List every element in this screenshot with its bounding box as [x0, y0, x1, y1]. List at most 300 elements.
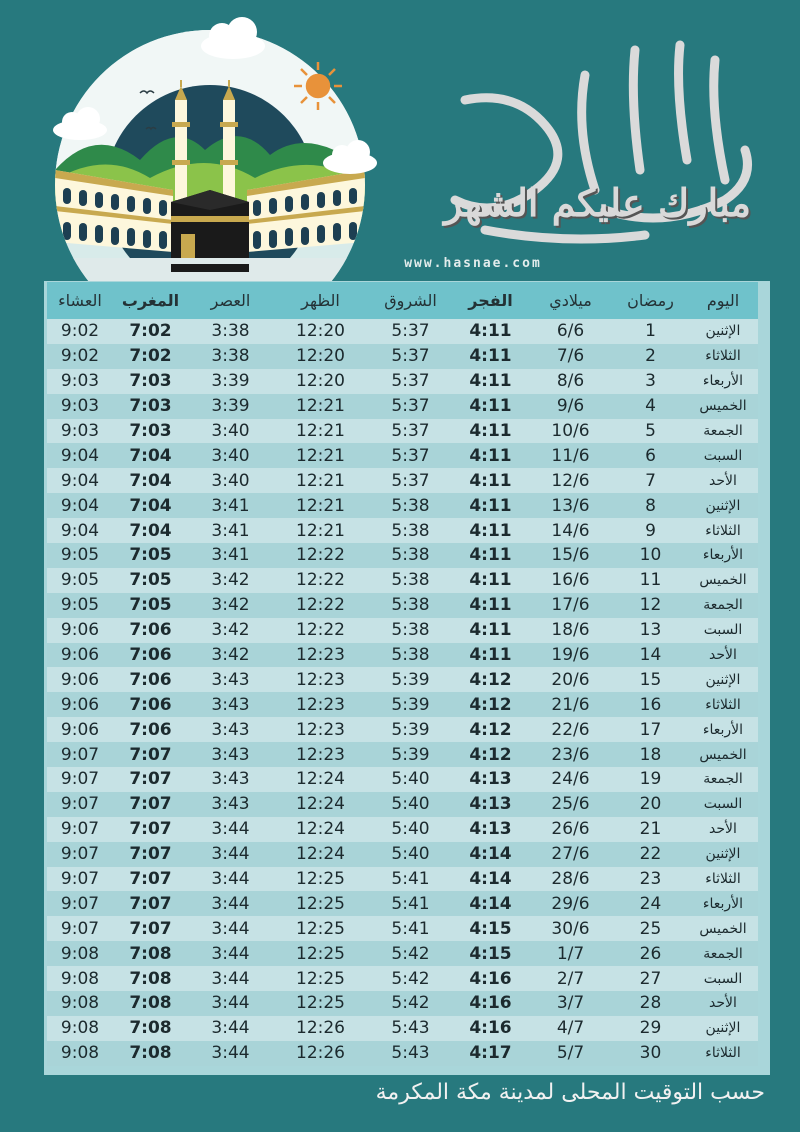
gregorian-date-cell: 19/6 — [528, 643, 613, 668]
gregorian-date-cell: 18/6 — [528, 618, 613, 643]
fajr-cell: 4:11 — [453, 568, 528, 593]
ramadan-day-cell: 26 — [613, 941, 688, 966]
greeting-text: مبارك عليكم الشهر — [443, 180, 752, 225]
day-cell: الأحد — [688, 817, 758, 842]
fajr-cell: 4:11 — [453, 369, 528, 394]
ramadan-day-cell: 16 — [613, 692, 688, 717]
isha-cell: 9:08 — [47, 1016, 113, 1041]
gregorian-date-cell: 22/6 — [528, 717, 613, 742]
table-row — [47, 369, 758, 394]
gregorian-date-cell: 6/6 — [528, 319, 613, 344]
maghrib-cell: 7:06 — [113, 667, 188, 692]
day-cell: الجمعة — [688, 593, 758, 618]
isha-cell: 9:05 — [47, 543, 113, 568]
table-row — [47, 593, 758, 618]
isha-cell: 9:02 — [47, 319, 113, 344]
maghrib-cell: 7:08 — [113, 1016, 188, 1041]
col-header-asr: العصر — [188, 282, 273, 319]
gregorian-date-cell: 29/6 — [528, 891, 613, 916]
isha-cell: 9:07 — [47, 842, 113, 867]
fajr-cell: 4:11 — [453, 468, 528, 493]
isha-cell: 9:07 — [47, 916, 113, 941]
gregorian-date-cell: 14/6 — [528, 518, 613, 543]
sunrise-cell: 5:38 — [368, 493, 453, 518]
sunrise-cell: 5:38 — [368, 593, 453, 618]
day-cell: الأربعاء — [688, 369, 758, 394]
asr-cell: 3:43 — [188, 717, 273, 742]
sunrise-cell: 5:38 — [368, 543, 453, 568]
day-cell: السبت — [688, 443, 758, 468]
maghrib-cell: 7:05 — [113, 543, 188, 568]
gregorian-date-cell: 3/7 — [528, 991, 613, 1016]
isha-cell: 9:06 — [47, 692, 113, 717]
gregorian-date-cell: 28/6 — [528, 867, 613, 892]
table-row — [47, 717, 758, 742]
fajr-cell: 4:12 — [453, 742, 528, 767]
col-header-gregorian: ميلادي — [528, 282, 613, 319]
fajr-cell: 4:16 — [453, 1016, 528, 1041]
sunrise-cell: 5:42 — [368, 966, 453, 991]
fajr-cell: 4:11 — [453, 493, 528, 518]
table-row — [47, 792, 758, 817]
asr-cell: 3:42 — [188, 593, 273, 618]
dhuhr-cell: 12:21 — [273, 468, 368, 493]
gregorian-date-cell: 24/6 — [528, 767, 613, 792]
dhuhr-cell: 12:20 — [273, 319, 368, 344]
fajr-cell: 4:13 — [453, 767, 528, 792]
maghrib-cell: 7:02 — [113, 319, 188, 344]
col-header-sunrise: الشروق — [368, 282, 453, 319]
table-row — [47, 518, 758, 543]
asr-cell: 3:38 — [188, 319, 273, 344]
sunrise-cell: 5:39 — [368, 717, 453, 742]
sunrise-cell: 5:38 — [368, 568, 453, 593]
col-header-fajr: الفجر — [453, 282, 528, 319]
cloud-icon — [53, 107, 107, 140]
prayer-times-table — [47, 282, 758, 1066]
fajr-cell: 4:11 — [453, 419, 528, 444]
fajr-cell: 4:11 — [453, 443, 528, 468]
maghrib-cell: 7:05 — [113, 593, 188, 618]
dhuhr-cell: 12:20 — [273, 344, 368, 369]
asr-cell: 3:40 — [188, 468, 273, 493]
table-row — [47, 966, 758, 991]
day-cell: الأحد — [688, 643, 758, 668]
ramadan-day-cell: 29 — [613, 1016, 688, 1041]
dhuhr-cell: 12:23 — [273, 742, 368, 767]
gregorian-date-cell: 7/6 — [528, 344, 613, 369]
dhuhr-cell: 12:25 — [273, 867, 368, 892]
isha-cell: 9:04 — [47, 493, 113, 518]
gregorian-date-cell: 17/6 — [528, 593, 613, 618]
table-header-row — [47, 282, 758, 319]
maghrib-cell: 7:06 — [113, 618, 188, 643]
ramadan-day-cell: 9 — [613, 518, 688, 543]
asr-cell: 3:40 — [188, 443, 273, 468]
gregorian-date-cell: 12/6 — [528, 468, 613, 493]
gregorian-date-cell: 26/6 — [528, 817, 613, 842]
day-cell: الخميس — [688, 916, 758, 941]
ramadan-day-cell: 15 — [613, 667, 688, 692]
ramadan-day-cell: 27 — [613, 966, 688, 991]
maghrib-cell: 7:02 — [113, 344, 188, 369]
website-label: www.hasnae.com — [404, 256, 542, 271]
gregorian-date-cell: 16/6 — [528, 568, 613, 593]
gregorian-date-cell: 1/7 — [528, 941, 613, 966]
table-row — [47, 419, 758, 444]
day-cell: الثلاثاء — [688, 344, 758, 369]
asr-cell: 3:43 — [188, 792, 273, 817]
ramadan-day-cell: 25 — [613, 916, 688, 941]
sunrise-cell: 5:40 — [368, 792, 453, 817]
isha-cell: 9:07 — [47, 867, 113, 892]
table-row — [47, 991, 758, 1016]
gregorian-date-cell: 21/6 — [528, 692, 613, 717]
gregorian-date-cell: 25/6 — [528, 792, 613, 817]
maghrib-cell: 7:08 — [113, 966, 188, 991]
ramadan-day-cell: 1 — [613, 319, 688, 344]
maghrib-cell: 7:07 — [113, 916, 188, 941]
ramadan-day-cell: 24 — [613, 891, 688, 916]
asr-cell: 3:43 — [188, 667, 273, 692]
isha-cell: 9:07 — [47, 817, 113, 842]
dhuhr-cell: 12:21 — [273, 394, 368, 419]
fajr-cell: 4:15 — [453, 916, 528, 941]
day-cell: الثلاثاء — [688, 692, 758, 717]
sunrise-cell: 5:40 — [368, 767, 453, 792]
gregorian-date-cell: 11/6 — [528, 443, 613, 468]
ramadan-day-cell: 8 — [613, 493, 688, 518]
isha-cell: 9:06 — [47, 618, 113, 643]
fajr-cell: 4:11 — [453, 618, 528, 643]
dhuhr-cell: 12:21 — [273, 518, 368, 543]
table-row — [47, 319, 758, 344]
gregorian-date-cell: 4/7 — [528, 1016, 613, 1041]
col-header-ramadan: رمضان — [613, 282, 688, 319]
dhuhr-cell: 12:21 — [273, 419, 368, 444]
fajr-cell: 4:11 — [453, 319, 528, 344]
table-row — [47, 568, 758, 593]
sunrise-cell: 5:37 — [368, 468, 453, 493]
table-row — [47, 394, 758, 419]
isha-cell: 9:08 — [47, 991, 113, 1016]
dhuhr-cell: 12:23 — [273, 643, 368, 668]
sunrise-cell: 5:37 — [368, 369, 453, 394]
ramadan-day-cell: 5 — [613, 419, 688, 444]
footer-note: حسب التوقيت المحلى لمدينة مكة المكرمة — [375, 1080, 765, 1105]
dhuhr-cell: 12:24 — [273, 842, 368, 867]
maghrib-cell: 7:05 — [113, 568, 188, 593]
table-row — [47, 941, 758, 966]
fajr-cell: 4:12 — [453, 717, 528, 742]
fajr-cell: 4:16 — [453, 991, 528, 1016]
sunrise-cell: 5:37 — [368, 419, 453, 444]
asr-cell: 3:44 — [188, 916, 273, 941]
isha-cell: 9:06 — [47, 667, 113, 692]
sunrise-cell: 5:39 — [368, 667, 453, 692]
table-body — [47, 319, 758, 1066]
sunrise-cell: 5:38 — [368, 643, 453, 668]
ramadan-day-cell: 23 — [613, 867, 688, 892]
day-cell: الأحد — [688, 468, 758, 493]
table-row — [47, 493, 758, 518]
maghrib-cell: 7:07 — [113, 792, 188, 817]
day-cell: الخميس — [688, 568, 758, 593]
maghrib-cell: 7:04 — [113, 443, 188, 468]
col-header-isha: العشاء — [47, 282, 113, 319]
day-cell: الإثنين — [688, 1016, 758, 1041]
day-cell: الأحد — [688, 991, 758, 1016]
dhuhr-cell: 12:24 — [273, 817, 368, 842]
dhuhr-cell: 12:23 — [273, 667, 368, 692]
dhuhr-cell: 12:23 — [273, 717, 368, 742]
ramadan-day-cell: 6 — [613, 443, 688, 468]
asr-cell: 3:44 — [188, 1016, 273, 1041]
isha-cell: 9:04 — [47, 468, 113, 493]
day-cell: الأربعاء — [688, 891, 758, 916]
sunrise-cell: 5:40 — [368, 817, 453, 842]
sunrise-cell: 5:37 — [368, 443, 453, 468]
table-row — [47, 767, 758, 792]
asr-cell: 3:41 — [188, 518, 273, 543]
day-cell: الإثنين — [688, 319, 758, 344]
ramadan-day-cell: 14 — [613, 643, 688, 668]
dhuhr-cell: 12:25 — [273, 891, 368, 916]
gregorian-date-cell: 15/6 — [528, 543, 613, 568]
ramadan-day-cell: 22 — [613, 842, 688, 867]
asr-cell: 3:42 — [188, 618, 273, 643]
gregorian-date-cell: 27/6 — [528, 842, 613, 867]
table-row — [47, 667, 758, 692]
isha-cell: 9:08 — [47, 1041, 113, 1066]
isha-cell: 9:03 — [47, 369, 113, 394]
table-row — [47, 891, 758, 916]
ramadan-day-cell: 2 — [613, 344, 688, 369]
day-cell: الخميس — [688, 742, 758, 767]
asr-cell: 3:44 — [188, 1041, 273, 1066]
maghrib-cell: 7:07 — [113, 742, 188, 767]
asr-cell: 3:41 — [188, 493, 273, 518]
asr-cell: 3:43 — [188, 692, 273, 717]
dhuhr-cell: 12:22 — [273, 568, 368, 593]
sunrise-cell: 5:43 — [368, 1016, 453, 1041]
day-cell: الثلاثاء — [688, 518, 758, 543]
dhuhr-cell: 12:25 — [273, 966, 368, 991]
ramadan-day-cell: 7 — [613, 468, 688, 493]
maghrib-cell: 7:03 — [113, 419, 188, 444]
sunrise-cell: 5:41 — [368, 891, 453, 916]
ramadan-day-cell: 17 — [613, 717, 688, 742]
dhuhr-cell: 12:25 — [273, 941, 368, 966]
col-header-maghrib: المغرب — [113, 282, 188, 319]
asr-cell: 3:44 — [188, 891, 273, 916]
fajr-cell: 4:11 — [453, 643, 528, 668]
dhuhr-cell: 12:26 — [273, 1041, 368, 1066]
table-row — [47, 1041, 758, 1066]
greeting-calligraphy — [425, 30, 770, 255]
day-cell: الثلاثاء — [688, 867, 758, 892]
asr-cell: 3:42 — [188, 568, 273, 593]
asr-cell: 3:41 — [188, 543, 273, 568]
maghrib-cell: 7:06 — [113, 692, 188, 717]
col-header-dhuhr: الظهر — [273, 282, 368, 319]
maghrib-cell: 7:08 — [113, 1041, 188, 1066]
ramadan-day-cell: 3 — [613, 369, 688, 394]
day-cell: الثلاثاء — [688, 1041, 758, 1066]
dhuhr-cell: 12:26 — [273, 1016, 368, 1041]
asr-cell: 3:44 — [188, 991, 273, 1016]
dhuhr-cell: 12:22 — [273, 593, 368, 618]
fajr-cell: 4:11 — [453, 593, 528, 618]
asr-cell: 3:38 — [188, 344, 273, 369]
day-cell: الخميس — [688, 394, 758, 419]
sunrise-cell: 5:37 — [368, 394, 453, 419]
fajr-cell: 4:11 — [453, 543, 528, 568]
isha-cell: 9:07 — [47, 767, 113, 792]
isha-cell: 9:08 — [47, 966, 113, 991]
ramadan-day-cell: 21 — [613, 817, 688, 842]
cloud-icon — [201, 17, 265, 59]
dhuhr-cell: 12:25 — [273, 991, 368, 1016]
gregorian-date-cell: 8/6 — [528, 369, 613, 394]
fajr-cell: 4:16 — [453, 966, 528, 991]
gregorian-date-cell: 30/6 — [528, 916, 613, 941]
dhuhr-cell: 12:23 — [273, 692, 368, 717]
fajr-cell: 4:12 — [453, 667, 528, 692]
dhuhr-cell: 12:21 — [273, 493, 368, 518]
dhuhr-cell: 12:22 — [273, 543, 368, 568]
gregorian-date-cell: 23/6 — [528, 742, 613, 767]
ramadan-day-cell: 30 — [613, 1041, 688, 1066]
table-row — [47, 643, 758, 668]
day-cell: السبت — [688, 792, 758, 817]
dhuhr-cell: 12:22 — [273, 618, 368, 643]
maghrib-cell: 7:07 — [113, 891, 188, 916]
day-cell: الإثنين — [688, 667, 758, 692]
isha-cell: 9:03 — [47, 394, 113, 419]
isha-cell: 9:04 — [47, 443, 113, 468]
ramadan-day-cell: 4 — [613, 394, 688, 419]
fajr-cell: 4:11 — [453, 394, 528, 419]
table-row — [47, 344, 758, 369]
maghrib-cell: 7:08 — [113, 941, 188, 966]
table-row — [47, 842, 758, 867]
sun-icon — [294, 62, 342, 110]
dhuhr-cell: 12:24 — [273, 792, 368, 817]
asr-cell: 3:39 — [188, 394, 273, 419]
asr-cell: 3:44 — [188, 817, 273, 842]
day-cell: الجمعة — [688, 767, 758, 792]
sunrise-cell: 5:38 — [368, 518, 453, 543]
day-cell: الأربعاء — [688, 717, 758, 742]
maghrib-cell: 7:03 — [113, 369, 188, 394]
isha-cell: 9:06 — [47, 717, 113, 742]
maghrib-cell: 7:07 — [113, 767, 188, 792]
fajr-cell: 4:11 — [453, 344, 528, 369]
fajr-cell: 4:14 — [453, 891, 528, 916]
asr-cell: 3:44 — [188, 867, 273, 892]
cloud-icon — [323, 140, 377, 174]
ramadan-day-cell: 19 — [613, 767, 688, 792]
day-cell: الإثنين — [688, 493, 758, 518]
table-row — [47, 867, 758, 892]
sunrise-cell: 5:40 — [368, 842, 453, 867]
fajr-cell: 4:11 — [453, 518, 528, 543]
isha-cell: 9:07 — [47, 742, 113, 767]
maghrib-cell: 7:07 — [113, 817, 188, 842]
fajr-cell: 4:14 — [453, 867, 528, 892]
asr-cell: 3:40 — [188, 419, 273, 444]
isha-cell: 9:05 — [47, 593, 113, 618]
day-cell: الجمعة — [688, 419, 758, 444]
day-cell: الأربعاء — [688, 543, 758, 568]
asr-cell: 3:44 — [188, 966, 273, 991]
sunrise-cell: 5:42 — [368, 941, 453, 966]
maghrib-cell: 7:03 — [113, 394, 188, 419]
sunrise-cell: 5:41 — [368, 916, 453, 941]
asr-cell: 3:43 — [188, 767, 273, 792]
asr-cell: 3:44 — [188, 842, 273, 867]
ramadan-day-cell: 10 — [613, 543, 688, 568]
day-cell: السبت — [688, 966, 758, 991]
maghrib-cell: 7:06 — [113, 643, 188, 668]
maghrib-cell: 7:04 — [113, 468, 188, 493]
isha-cell: 9:05 — [47, 568, 113, 593]
table-row — [47, 1016, 758, 1041]
fajr-cell: 4:15 — [453, 941, 528, 966]
sunrise-cell: 5:42 — [368, 991, 453, 1016]
isha-cell: 9:03 — [47, 419, 113, 444]
ramadan-day-cell: 28 — [613, 991, 688, 1016]
isha-cell: 9:08 — [47, 941, 113, 966]
fajr-cell: 4:13 — [453, 792, 528, 817]
maghrib-cell: 7:04 — [113, 493, 188, 518]
gregorian-date-cell: 10/6 — [528, 419, 613, 444]
isha-cell: 9:02 — [47, 344, 113, 369]
maghrib-cell: 7:06 — [113, 717, 188, 742]
gregorian-date-cell: 20/6 — [528, 667, 613, 692]
isha-cell: 9:07 — [47, 891, 113, 916]
ramadan-day-cell: 20 — [613, 792, 688, 817]
gregorian-date-cell: 2/7 — [528, 966, 613, 991]
maghrib-cell: 7:07 — [113, 867, 188, 892]
asr-cell: 3:42 — [188, 643, 273, 668]
sunrise-cell: 5:39 — [368, 742, 453, 767]
maghrib-cell: 7:07 — [113, 842, 188, 867]
dhuhr-cell: 12:24 — [273, 767, 368, 792]
gregorian-date-cell: 13/6 — [528, 493, 613, 518]
sunrise-cell: 5:39 — [368, 692, 453, 717]
ramadan-day-cell: 11 — [613, 568, 688, 593]
table-row — [47, 692, 758, 717]
fajr-cell: 4:12 — [453, 692, 528, 717]
dhuhr-cell: 12:20 — [273, 369, 368, 394]
sunrise-cell: 5:41 — [368, 867, 453, 892]
sunrise-cell: 5:38 — [368, 618, 453, 643]
table-row — [47, 618, 758, 643]
dhuhr-cell: 12:25 — [273, 916, 368, 941]
asr-cell: 3:43 — [188, 742, 273, 767]
ramadan-day-cell: 12 — [613, 593, 688, 618]
day-cell: الإثنين — [688, 842, 758, 867]
isha-cell: 9:04 — [47, 518, 113, 543]
table-row — [47, 817, 758, 842]
sunrise-cell: 5:37 — [368, 344, 453, 369]
isha-cell: 9:06 — [47, 643, 113, 668]
table-row — [47, 468, 758, 493]
asr-cell: 3:44 — [188, 941, 273, 966]
day-cell: الجمعة — [688, 941, 758, 966]
